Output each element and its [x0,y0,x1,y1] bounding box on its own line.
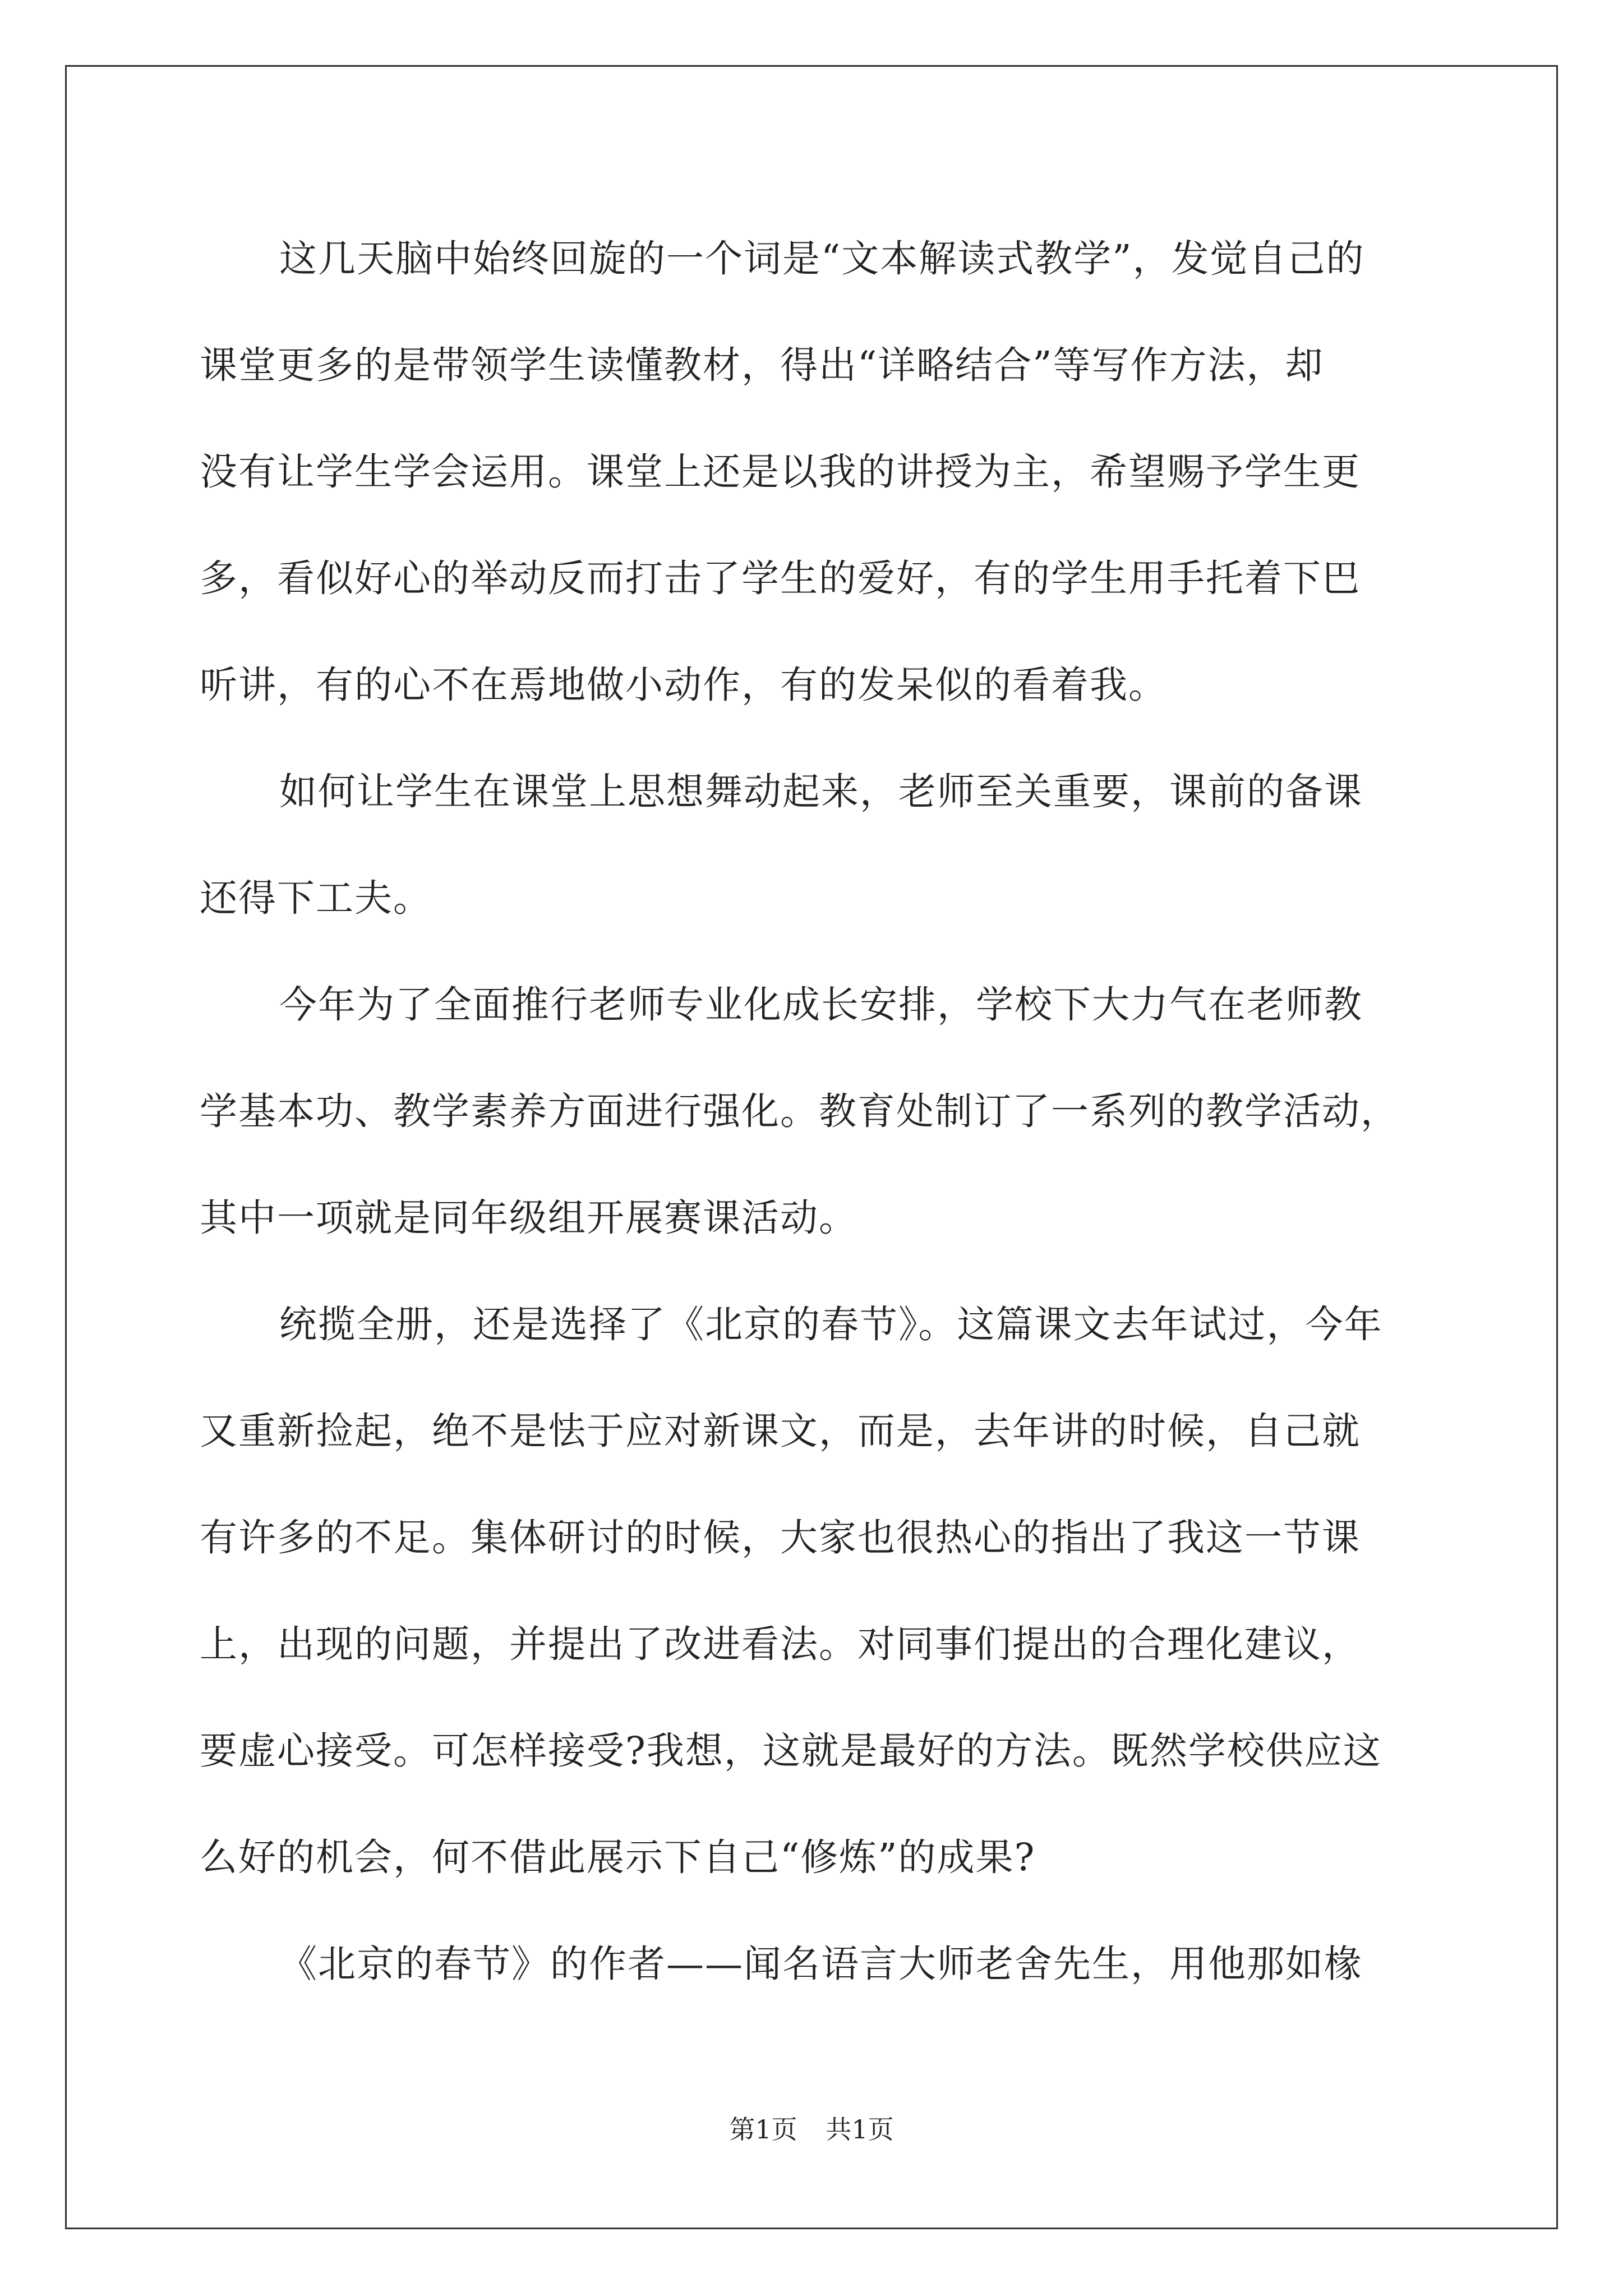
page-number-current: 第1页 [729,2114,797,2145]
text-line: 有许多的不足。集体研讨的时候，大家也很热心的指出了我这一节课 [200,1516,1361,1559]
text-line: 统揽全册，还是选择了《北京的春节》。这篇课文去年试过，今年 [279,1303,1383,1346]
text-line: 又重新捡起，绝不是怯于应对新课文，而是，去年讲的时候，自己就 [200,1409,1361,1453]
text-line: 听讲，有的心不在焉地做小动作，有的发呆似的看着我。 [200,663,1167,707]
paragraph-3 [200,963,1433,1282]
page-number-total: 共1页 [826,2114,894,2145]
text-line: 学基本功、教学素养方面进行强化。教育处制订了一系列的教学活动， [200,1089,1399,1133]
text-line: 没有让学生学会运用。课堂上还是以我的讲授为主，希望赐予学生更 [200,450,1361,494]
document-body [200,217,1433,2028]
text-line: 课堂更多的是带领学生读懂教材，得出“详略结合”等写作方法，却 [200,343,1324,387]
text-line: 《北京的春节》的作者——闻名语言大师老舍先生，用他那如椽 [279,1942,1363,1986]
text-line: 多，看似好心的举动反而打击了学生的爱好，有的学生用手托着下巴 [200,556,1361,600]
text-line: 如何让学生在课堂上思想舞动起来，老师至关重要，课前的备课 [279,770,1363,813]
text-line: 还得下工夫。 [200,876,432,920]
paragraph-4 [200,1282,1433,1922]
text-line: 要虚心接受。可怎样接受?我想，这就是最好的方法。既然学校供应这 [200,1729,1382,1773]
text-line: 上，出现的问题，并提出了改进看法。对同事们提出的合理化建议， [200,1622,1361,1666]
paragraph-1 [200,217,1433,749]
text-line: 其中一项就是同年级组开展赛课活动。 [200,1196,857,1240]
paragraph-5 [200,1922,1433,2028]
text-line: 这几天脑中始终回旋的一个词是“文本解读式教学”，发觉自己的 [279,237,1365,280]
text-line: 么好的机会，何不借此展示下自己“修炼”的成果? [200,1835,1036,1879]
page-footer [0,2113,1623,2146]
text-line: 今年为了全面推行老师专业化成长安排，学校下大力气在老师教 [279,983,1363,1027]
paragraph-2 [200,749,1433,963]
